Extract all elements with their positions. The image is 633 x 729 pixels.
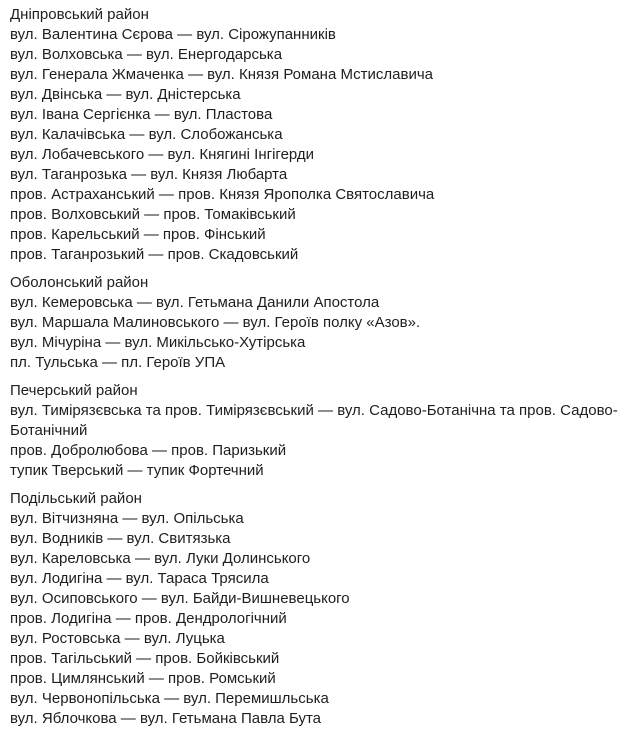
street-rename-entry: вул. Кареловська — вул. Луки Долинського	[10, 550, 311, 567]
street-rename-entry: вул. Волховська — вул. Енергодарська	[10, 46, 283, 63]
street-rename-entry: вул. Червонопільська — вул. Перемишльська	[10, 690, 329, 707]
street-rename-entry: пров. Таганрозький — пров. Скадовський	[10, 246, 299, 263]
street-rename-entry: вул. Тимірязєвська та пров. Тимірязєвський — вул. Садово-Ботанічна та пров. Садово-Ботанічний	[10, 402, 618, 439]
street-rename-entry: вул. Лодигіна — вул. Тараса Трясила	[10, 570, 269, 587]
street-rename-entry: вул. Ростовська — вул. Луцька	[10, 630, 225, 647]
district-section	[10, 489, 623, 729]
street-rename-entry: вул. Лобачевського — вул. Княгині Інгігерди	[10, 146, 315, 163]
street-rename-entry: вул. Генерала Жмаченка — вул. Князя Романа Мстиславича	[10, 66, 433, 83]
street-rename-entry: вул. Вітчизняна — вул. Опільська	[10, 510, 244, 527]
street-rename-entry: вул. Валентина Сєрова — вул. Сірожупанників	[10, 26, 336, 43]
street-rename-entry: пров. Лодигіна — пров. Дендрологічний	[10, 610, 287, 627]
street-rename-entry: пров. Тагільський — пров. Бойківський	[10, 650, 280, 667]
street-rename-entry: вул. Маршала Малиновського — вул. Героїв полку «Азов».	[10, 314, 421, 331]
street-rename-entry: вул. Двінська — вул. Дністерська	[10, 86, 241, 103]
street-rename-entry: вул. Таганрозька — вул. Князя Любарта	[10, 166, 288, 183]
district-heading: Оболонський район	[10, 274, 149, 291]
district-section	[10, 5, 623, 265]
street-rename-entry: пров. Цимлянський — пров. Ромський	[10, 670, 276, 687]
street-rename-entry: пров. Добролюбова — пров. Паризький	[10, 442, 287, 459]
street-rename-entry: вул. Водників — вул. Свитязька	[10, 530, 231, 547]
street-rename-entry: пл. Тульська — пл. Героїв УПА	[10, 354, 226, 371]
street-rename-entry: вул. Мічуріна — вул. Микільсько-Хутірська	[10, 334, 306, 351]
district-heading: Подільський район	[10, 490, 142, 507]
district-section	[10, 273, 623, 373]
street-rename-entry: пров. Астраханський — пров. Князя Ярополка Святославича	[10, 186, 435, 203]
street-rename-entry: вул. Осиповського — вул. Байди-Вишневецького	[10, 590, 350, 607]
street-rename-entry: вул. Кемеровська — вул. Гетьмана Данили Апостола	[10, 294, 380, 311]
district-heading: Печерський район	[10, 382, 138, 399]
district-section	[10, 381, 623, 481]
street-rename-entry: тупик Тверський — тупик Фортечний	[10, 462, 264, 479]
street-rename-entry: пров. Карельський — пров. Фінський	[10, 226, 266, 243]
street-rename-entry: вул. Івана Сергієнка — вул. Пластова	[10, 106, 273, 123]
street-rename-entry: вул. Яблочкова — вул. Гетьмана Павла Бута	[10, 710, 322, 727]
street-rename-entry: пров. Волховський — пров. Томаківський	[10, 206, 296, 223]
street-rename-entry: вул. Калачівська — вул. Слобожанська	[10, 126, 283, 143]
district-heading: Дніпровський район	[10, 6, 149, 23]
